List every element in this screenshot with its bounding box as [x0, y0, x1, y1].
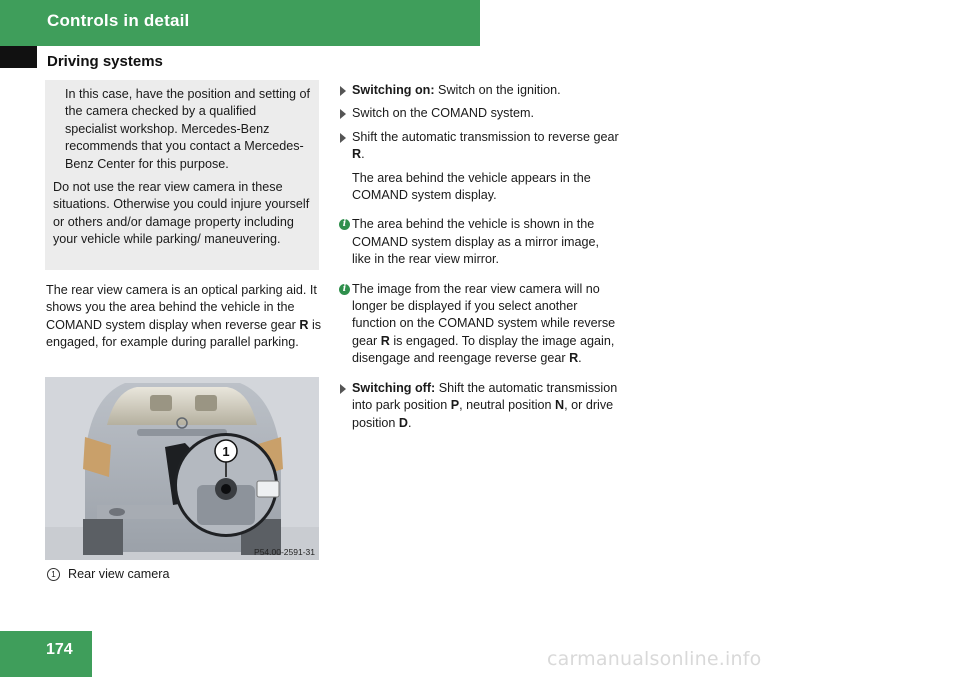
step-text-2: , neutral position	[459, 398, 556, 413]
step-shift-reverse	[339, 129, 621, 164]
step-gear: R	[352, 147, 362, 162]
step-label: Switching off:	[352, 380, 436, 395]
caption-number: 1	[47, 568, 60, 581]
step-text: Switch on the COMAND system.	[352, 106, 534, 121]
step-comand	[339, 105, 621, 122]
figure-caption	[47, 567, 169, 581]
page-number: 174	[46, 641, 73, 658]
info-icon: i	[339, 219, 350, 230]
callout-1-label: 1	[222, 444, 230, 459]
info-icon: i	[339, 284, 350, 295]
rear-view-camera-photo	[45, 377, 319, 560]
step-label: Switching on:	[352, 83, 435, 97]
step-text-1: Shift the automatic transmission into park position	[352, 380, 618, 413]
intro-text-2: is engaged, for example during parallel parking.	[46, 317, 322, 350]
step-text-end: .	[361, 147, 365, 162]
gear-p: P	[450, 398, 460, 413]
step-result: The area behind the vehicle appears in the COMAND system display.	[352, 170, 591, 203]
chapter-title: Controls in detail	[47, 11, 190, 30]
warning-paragraph-2: Do not use the rear view camera in these situations. Otherwise you could injure yourself or others and/or damage property including your vehicle while parking/ maneuvering.	[53, 180, 310, 247]
warning-paragraph-1: In this case, have the position and setting of the camera checked by a qualified specialist workshop. Mercedes-Benz recommends that you contact a Mercedes-Benz Center for this purpose.	[65, 87, 311, 171]
arrow-bullet-icon	[340, 109, 346, 119]
info-note-display	[339, 281, 621, 368]
intro-text-1: The rear view camera is an optical parking aid. It shows you the area behind the vehicle in the COMAND system display when reverse gear	[46, 283, 317, 332]
step-switching-off	[339, 380, 621, 432]
info-gear-2: R	[569, 351, 579, 366]
gear-d: D	[398, 415, 409, 430]
watermark-text: carmanualsonline.info	[547, 648, 762, 670]
info-note-mirror	[339, 216, 621, 268]
section-tab-marker	[0, 46, 37, 68]
figure-code: P54.00-2591-31	[254, 547, 315, 557]
info-text-1: The image from the rear view camera will no longer be displayed if you select another function on the COMAND system while reverse gear	[352, 281, 616, 348]
info-text: The area behind the vehicle is shown in the COMAND system display as a mirror image, like in the rear view mirror.	[352, 217, 600, 267]
section-title: Driving systems	[47, 53, 163, 70]
intro-gear: R	[299, 317, 309, 332]
intro-paragraph	[46, 282, 322, 352]
instructions-column	[339, 82, 621, 438]
info-text-2: is engaged. To display the image again, disengage and reengage reverse gear	[352, 333, 615, 366]
warning-box	[45, 80, 319, 270]
gear-n: N	[555, 398, 565, 413]
info-text-3: .	[578, 351, 582, 366]
arrow-bullet-icon	[340, 384, 346, 394]
step-text: Switch on the ignition.	[434, 83, 561, 97]
step-switching-on	[339, 82, 621, 99]
step-text: Shift the automatic transmission to reverse gear	[352, 129, 619, 144]
arrow-bullet-icon	[340, 86, 346, 96]
arrow-bullet-icon	[340, 133, 346, 143]
info-gear-1: R	[380, 333, 390, 348]
vehicle-rear-illustration	[45, 377, 319, 560]
step-text-3: , or drive position	[352, 398, 614, 430]
caption-text: Rear view camera	[68, 567, 170, 581]
step-text-4: .	[408, 415, 412, 430]
